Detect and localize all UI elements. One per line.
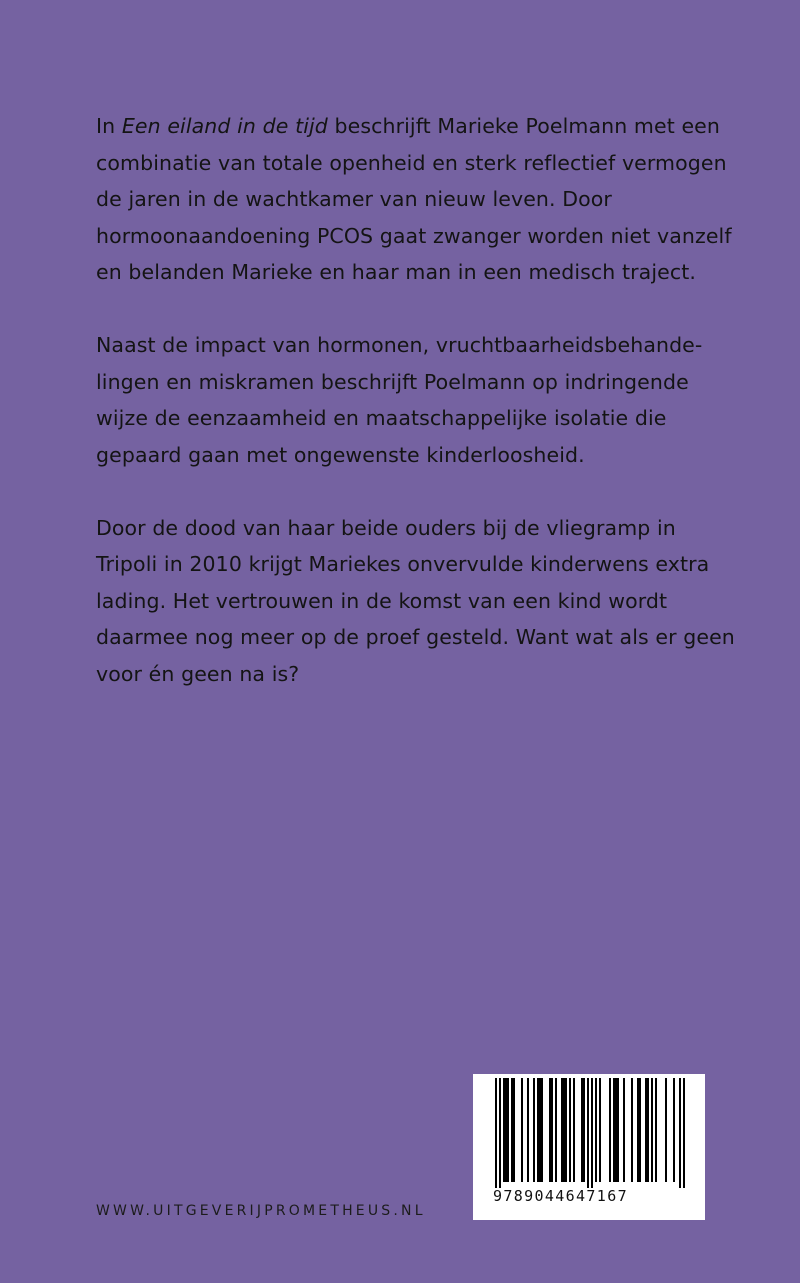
isbn-number: 9789044647167 xyxy=(493,1187,628,1205)
barcode-bar xyxy=(541,1078,543,1182)
barcode-bar xyxy=(595,1078,597,1182)
book-title: Een eiland in de tijd xyxy=(121,114,328,138)
isbn-barcode xyxy=(473,1074,705,1220)
barcode-bar xyxy=(533,1078,535,1182)
barcode-bar xyxy=(583,1078,585,1182)
barcode-bar xyxy=(539,1078,541,1182)
barcode-bar xyxy=(569,1078,571,1182)
barcode-bar xyxy=(599,1078,601,1182)
barcode-bar xyxy=(513,1078,515,1182)
barcode-bar xyxy=(673,1078,675,1182)
blurb-paragraph-2: Naast de impact van hormonen, vruchtbaarheidsbehande-lingen en miskramen beschrijft Poelmann op indringende wijze de eenzaamheid en maatschappelijke isolatie die gepaard gaan met ongewenste kinderloosheid. xyxy=(96,333,703,467)
barcode-bar xyxy=(587,1078,589,1188)
barcode-bar xyxy=(637,1078,639,1182)
blurb-paragraph-1 xyxy=(96,108,736,291)
barcode-bar xyxy=(555,1078,557,1182)
barcode-bar xyxy=(537,1078,539,1182)
cover-blurb xyxy=(96,108,736,729)
barcode-bar xyxy=(495,1078,497,1188)
barcode-bar xyxy=(499,1078,501,1188)
blurb-paragraph-3: Door de dood van haar beide ouders bij de vliegramp in Tripoli in 2010 krijgt Mariekes onvervulde kinderwens extra lading. Het vertrouwen in de komst van een kind wordt daarmee nog meer op de proef gesteld. Want wat als er geen voor én geen na is? xyxy=(96,515,735,686)
blurb-p1-text: beschrijft Marieke Poelmann met een combinatie van totale openheid en sterk reflectief vermogen de jaren in de wachtkamer van nieuw leven. Door hormoonaandoening PCOS gaat zwanger worden niet vanzelf en belanden Marieke en haar man in een medisch traject. xyxy=(96,114,732,284)
barcode-bar xyxy=(561,1078,563,1182)
barcode-bar xyxy=(507,1078,509,1182)
barcode-bar xyxy=(623,1078,625,1182)
barcode-bar xyxy=(551,1078,553,1182)
barcode-bar xyxy=(647,1078,649,1182)
barcode-bar xyxy=(679,1078,681,1188)
barcode-bar xyxy=(639,1078,641,1182)
barcode-bar xyxy=(505,1078,507,1182)
barcode-bar xyxy=(521,1078,523,1182)
barcode-bar xyxy=(615,1078,617,1182)
barcode-bar xyxy=(563,1078,565,1182)
barcode-bar xyxy=(565,1078,567,1182)
barcode-bar xyxy=(631,1078,633,1182)
blurb-p1-prefix: In xyxy=(96,114,122,138)
barcode-bar xyxy=(573,1078,575,1182)
barcode-bar xyxy=(645,1078,647,1182)
barcode-bar xyxy=(511,1078,513,1182)
barcode-bar xyxy=(655,1078,657,1182)
publisher-website: WWW.UITGEVERIJPROMETHEUS.NL xyxy=(96,1203,426,1219)
barcode-bar xyxy=(527,1078,529,1182)
barcode-bar xyxy=(503,1078,505,1182)
barcode-bar xyxy=(683,1078,685,1188)
barcode-bar xyxy=(651,1078,653,1182)
barcode-bar xyxy=(591,1078,593,1188)
barcode-bar xyxy=(581,1078,583,1182)
barcode-bar xyxy=(549,1078,551,1182)
barcode-bar xyxy=(609,1078,611,1182)
barcode-bar xyxy=(617,1078,619,1182)
barcode-bar xyxy=(665,1078,667,1182)
barcode-bar xyxy=(613,1078,615,1182)
